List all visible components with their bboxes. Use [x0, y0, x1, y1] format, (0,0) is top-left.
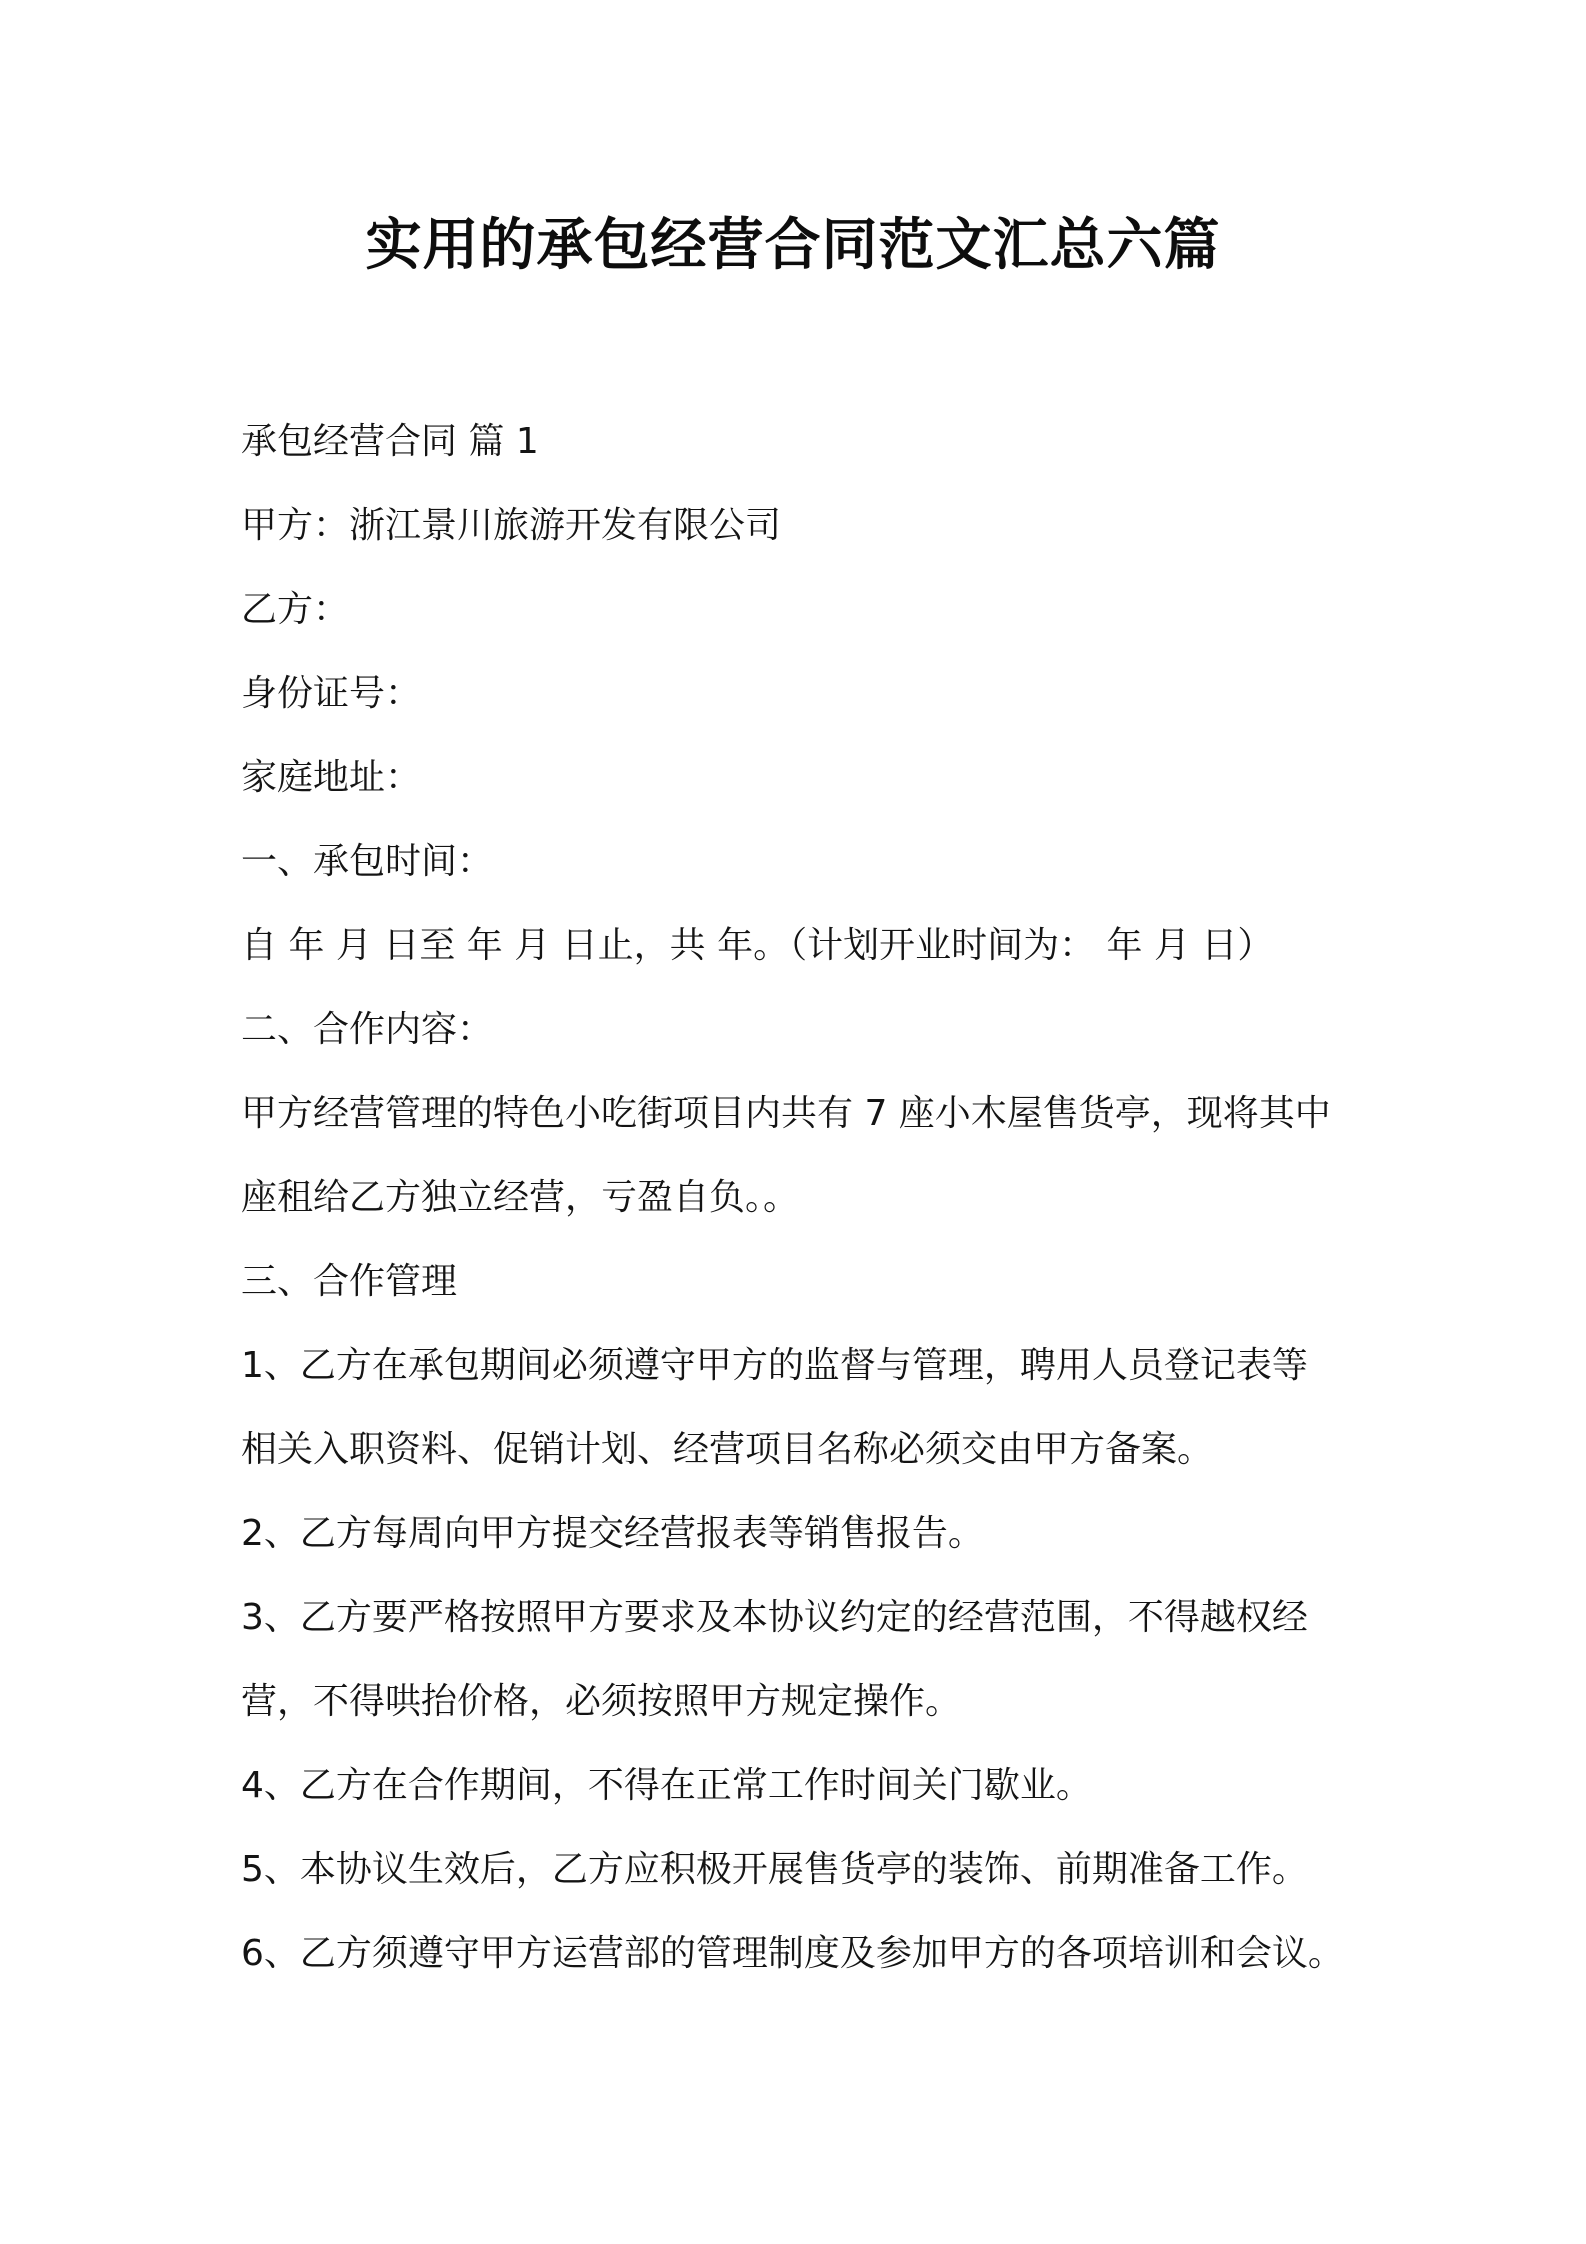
management-item-3-line-2: 营，不得哄抬价格，必须按照甲方规定操作。: [241, 1681, 962, 1722]
clause-heading-management: 三、合作管理: [241, 1261, 458, 1302]
home-address-line: 家庭地址：: [241, 757, 422, 798]
management-item-3-line-1: 3、乙方要严格按照甲方要求及本协议约定的经营范围，不得越权经: [241, 1597, 1308, 1638]
clause-heading-term: 一、承包时间：: [241, 841, 494, 882]
management-item-2: 2、乙方每周向甲方提交经营报表等销售报告。: [241, 1513, 984, 1554]
document-title: 实用的承包经营合同范文汇总六篇: [365, 213, 1221, 278]
document-body: [241, 400, 1391, 1996]
management-item-1-line-2: 相关入职资料、促销计划、经营项目名称必须交由甲方备案。: [241, 1429, 1214, 1470]
term-dates-line: 自 年 月 日至 年 月 日止，共 年。（计划开业时间为： 年 月 日）: [241, 925, 1274, 966]
content-paragraph-line-2: 座租给乙方独立经营，亏盈自负。。: [241, 1177, 800, 1218]
party-b-line: 乙方：: [241, 589, 350, 630]
management-item-1-line-1: 1、乙方在承包期间必须遵守甲方的监督与管理，聘用人员登记表等: [241, 1345, 1308, 1386]
management-item-5: 5、本协议生效后，乙方应积极开展售货亭的装饰、前期准备工作。: [241, 1849, 1308, 1890]
management-item-4: 4、乙方在合作期间，不得在正常工作时间关门歇业。: [241, 1765, 1092, 1806]
clause-heading-content: 二、合作内容：: [241, 1009, 494, 1050]
content-paragraph-line-1: 甲方经营管理的特色小吃街项目内共有 7 座小木屋售货亭，现将其中: [241, 1093, 1331, 1134]
section-heading-part-1: 承包经营合同 篇 1: [241, 421, 539, 462]
party-a-line: 甲方：浙江景川旅游开发有限公司: [241, 505, 782, 546]
management-item-6: 6、乙方须遵守甲方运营部的管理制度及参加甲方的各项培训和会议。: [241, 1933, 1344, 1974]
id-number-line: 身份证号：: [241, 673, 422, 714]
